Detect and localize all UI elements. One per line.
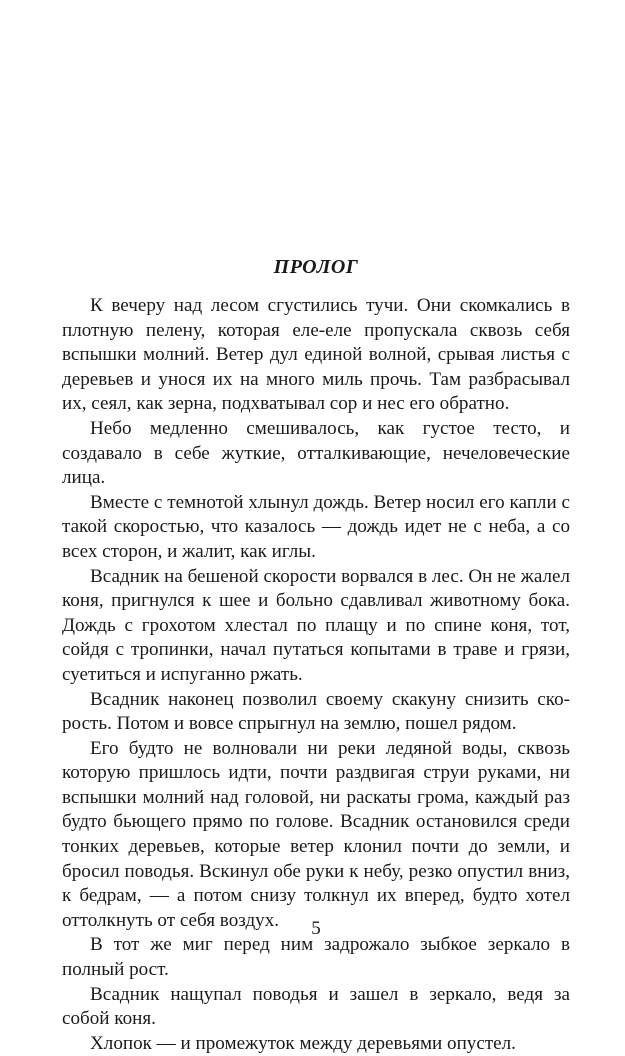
paragraph: Вместе с темнотой хлынул дождь. Ветер носил его капли с такой скоростью, что казалось — дождь идет не с неба, а со всех сторон, и жалит, как иглы. <box>62 491 570 562</box>
paragraph: Всадник нащупал поводья и зашел в зеркало, ведя за собой коня. <box>62 983 570 1030</box>
paragraph: К вечеру над лесом сгустились тучи. Они скомкались в плотную пелену, которая еле-еле пропускала сквозь себя вспышки молний. Ветер дул единой волной, срывая листья с деревьев и унося их на много миль прочь. Там разбрасывал их, сеял, как зерна, подхватывал сор и нес его обратно. <box>62 295 570 415</box>
paragraph: Его будто не волновали ни реки ледяной воды, сквозь которую пришлось идти, почти раздвигая струи руками, ни вспышки молний над головой, ни раскаты грома, каждый раз будто бьющего прямо по голове. Всадник остановился среди тонких деревьев, которые ветер клонил почти до земли, и бросил поводья. Вскинул обе руки к небу, резко опустил вниз, к бедрам, — а потом снизу толкнул их вперед, будто хотел оттолкнуть от себя воздух. <box>62 737 570 931</box>
page-number: 5 <box>311 918 321 939</box>
paragraph: В тот же миг перед ним задрожало зыбкое зеркало в полный рост. <box>62 934 570 981</box>
paragraph: Всадник наконец позволил своему скакуну снизить скорость. Потом и вовсе спрыгнул на землю, пошел рядом. <box>62 688 570 735</box>
chapter-title: ПРОЛОГ <box>273 256 359 278</box>
book-page <box>62 0 571 1054</box>
chapter-text <box>62 294 570 1056</box>
paragraph: Хлопок — и промежуток между деревьями опустел. <box>90 1032 516 1054</box>
paragraph: Всадник на бешеной скорости ворвался в лес. Он не жалел коня, пригнулся к шее и больно сдавливал животному бока. Дождь с грохотом хлестал по плащу и по спине коня, тот, сойдя с тропинки, начал путаться копытами в траве и грязи, суетиться и испуганно ржать. <box>62 565 571 685</box>
paragraph: Небо медленно смешивалось, как густое тесто, и создавало в себе жуткие, отталкивающие, нечеловеческие лица. <box>62 417 570 489</box>
